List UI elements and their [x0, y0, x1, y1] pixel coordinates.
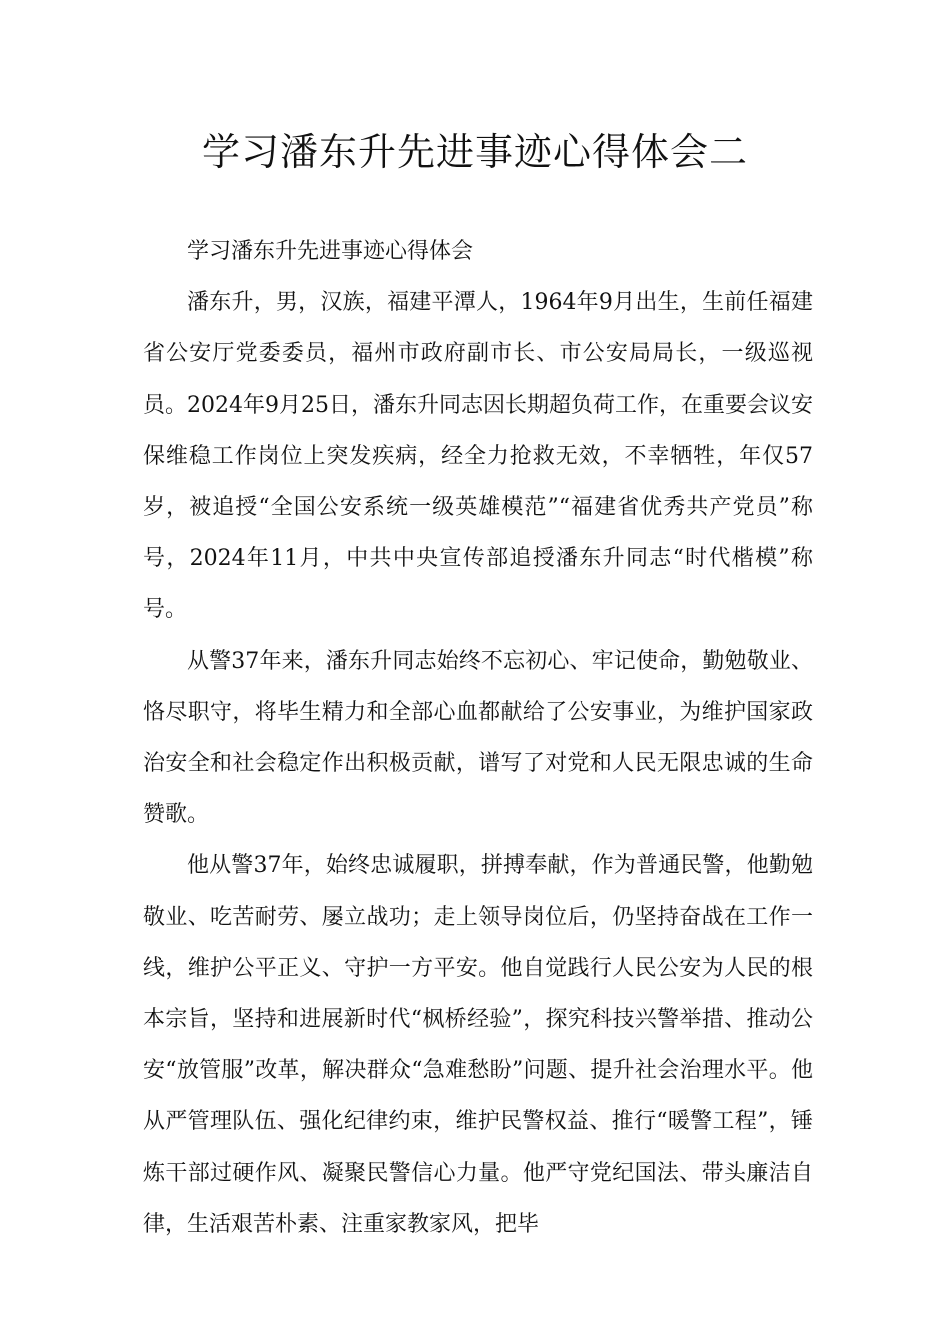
document-body [143, 226, 813, 1250]
paragraph-achievements: 他从警37年，始终忠诚履职，拼搏奉献，作为普通民警，他勤勉敬业、吃苦耐劳、屡立战功；走上领导岗位后，仍坚持奋战在工作一线，维护公平正义、守护一方平安。他自觉践行人民公安为人民的根本宗旨，坚持和进展新时代“枫桥经验”，探究科技兴警举措、推动公安“放管服”改革，解决群众“急难愁盼”问题、提升社会治理水平。他从严管理队伍、强化纪律约束，维护民警权益、推行“暖警工程”，锤炼干部过硬作风、凝聚民警信心力量。他严守党纪国法、带头廉洁自律，生活艰苦朴素、注重家教家风，把毕 [143, 853, 813, 1237]
paragraph-subtitle: 学习潘东升先进事迹心得体会 [187, 239, 474, 264]
paragraph-career-summary: 从警37年来，潘东升同志始终不忘初心、牢记使命，勤勉敬业、恪尽职守，将毕生精力和全部心血都献给了公安事业，为维护国家政治安全和社会稳定作出积极贡献，谱写了对党和人民无限忠诚的生命赞歌。 [143, 648, 813, 828]
paragraph-biography: 潘东升，男，汉族，福建平潭人，1964年9月出生，生前任福建省公安厅党委委员，福州市政府副市长、市公安局局长，一级巡视员。2024年9月25日，潘东升同志因长期超负荷工作，在重要会议安保维稳工作岗位上突发疾病，经全力抢救无效，不幸牺牲，年仅57岁，被追授“全国公安系统一级英雄模范”“福建省优秀共产党员”称号，2024年11月，中共中央宣传部追授潘东升同志“时代楷模”称号。 [143, 290, 813, 623]
document-title: 学习潘东升先进事迹心得体会二 [201, 130, 748, 174]
